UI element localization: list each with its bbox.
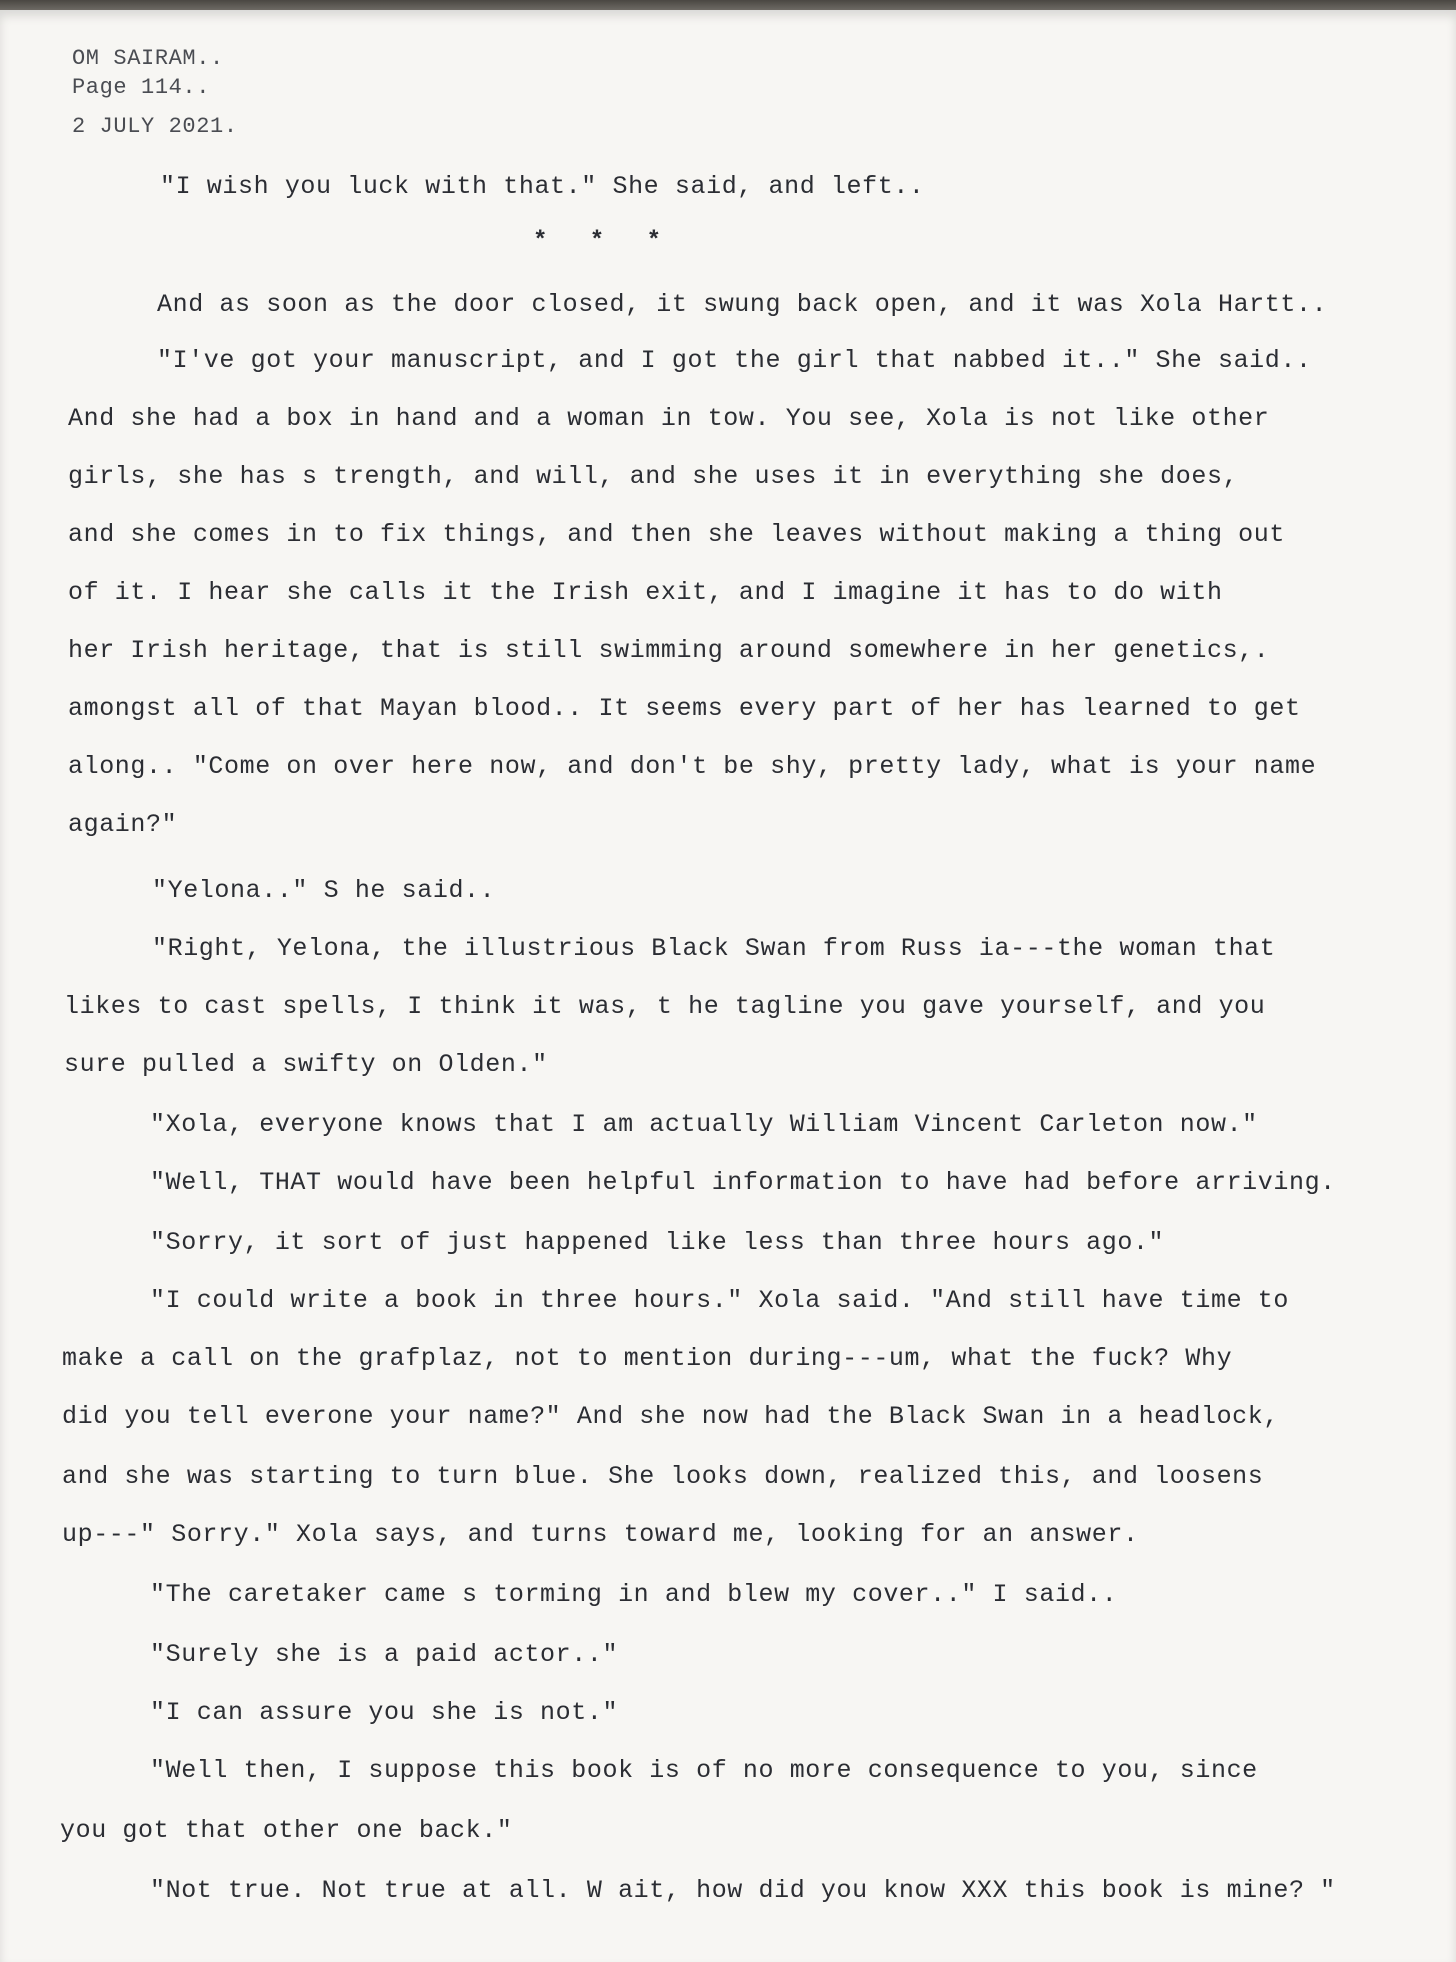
text-line: "Well then, I suppose this book is of no more consequence to you, since	[150, 1756, 1258, 1785]
typewritten-page	[0, 10, 1456, 1962]
text-line: did you tell everone your name?" And she now had the Black Swan in a headlock,	[62, 1402, 1279, 1431]
scene-break: * * *	[533, 228, 676, 255]
text-line: "Surely she is a paid actor.."	[150, 1640, 619, 1669]
text-line: "I've got your manuscript, and I got the girl that nabbed it.." She said..	[157, 346, 1312, 375]
text-line: along.. "Come on over here now, and don't be shy, pretty lady, what is your name	[68, 752, 1317, 781]
text-line: "Xola, everyone knows that I am actually William Vincent Carleton now."	[150, 1110, 1258, 1139]
text-line: "Well, THAT would have been helpful information to have had before arriving.	[150, 1168, 1336, 1197]
text-line: girls, she has s trength, and will, and she uses it in everything she does,	[68, 462, 1239, 491]
text-line: "Yelona.." S he said..	[152, 876, 496, 905]
text-line: of it. I hear she calls it the Irish exit, and I imagine it has to do with	[68, 578, 1223, 607]
text-line: And as soon as the door closed, it swung back open, and it was Xola Hartt..	[157, 290, 1328, 319]
text-line: up---" Sorry." Xola says, and turns toward me, looking for an answer.	[62, 1520, 1139, 1549]
text-line: you got that other one back."	[60, 1816, 513, 1845]
text-line: "Not true. Not true at all. W ait, how did you know XXX this book is mine? "	[150, 1876, 1336, 1905]
text-line: likes to cast spells, I think it was, t he tagline you gave yourself, and you	[64, 992, 1266, 1021]
text-line: and she comes in to fix things, and then she leaves without making a thing out	[68, 520, 1285, 549]
text-line: "I could write a book in three hours." Xola said. "And still have time to	[150, 1286, 1289, 1315]
text-line: her Irish heritage, that is still swimming around somewhere in her genetics,.	[68, 636, 1270, 665]
text-line: again?"	[68, 810, 178, 839]
header-date: 2 JULY 2021.	[72, 114, 238, 139]
text-line: and she was starting to turn blue. She looks down, realized this, and loosens	[62, 1462, 1264, 1491]
text-line: "I wish you luck with that." She said, and left..	[160, 172, 925, 201]
text-line: And she had a box in hand and a woman in tow. You see, Xola is not like other	[68, 404, 1270, 433]
text-line: "The caretaker came s torming in and blew my cover.." I said..	[150, 1580, 1118, 1609]
text-line: sure pulled a swifty on Olden."	[64, 1050, 548, 1079]
text-line: make a call on the grafplaz, not to mention during---um, what the fuck? Why	[62, 1344, 1233, 1373]
text-line: amongst all of that Mayan blood.. It seems every part of her has learned to get	[68, 694, 1301, 723]
text-line: "Right, Yelona, the illustrious Black Swan from Russ ia---the woman that	[152, 934, 1276, 963]
text-line: "Sorry, it sort of just happened like less than three hours ago."	[150, 1228, 1165, 1257]
header-page-number: Page 114..	[72, 75, 211, 100]
text-line: "I can assure you she is not."	[150, 1698, 619, 1727]
header-author: OM SAIRAM..	[72, 46, 224, 71]
